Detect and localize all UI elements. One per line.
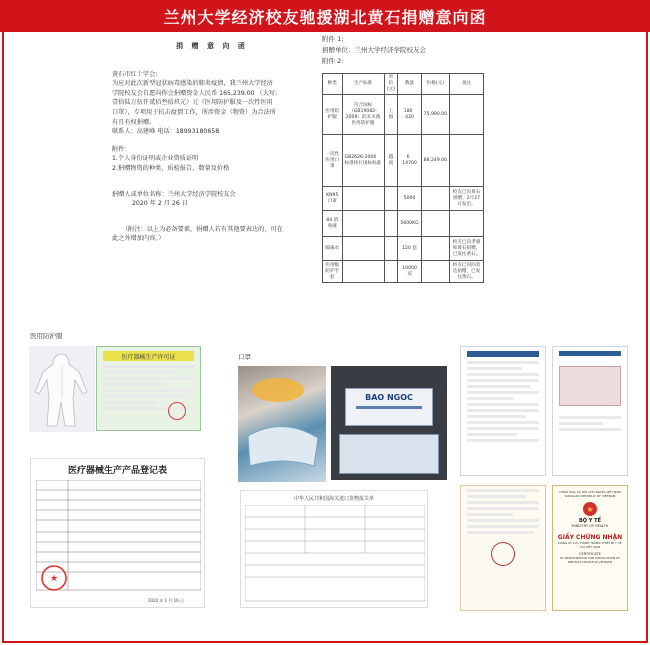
vn-cert-label: CERTIFICATE — [579, 552, 601, 556]
table-header: 种类 — [323, 74, 343, 95]
table-cell — [342, 237, 384, 261]
letter-body-line: 为应对此次新型冠状病毒感染的肺炎疫情，我兰州大学经济 — [112, 80, 273, 88]
letter-recipient: 黄石市红十字会: — [112, 70, 158, 78]
cell-qty: 14700 — [402, 160, 417, 166]
table-header: 生产标准 — [342, 74, 384, 95]
mask-box — [345, 388, 433, 426]
table-header: 数量 — [398, 74, 421, 95]
vn-cert-line: ĐĂNG KÝ LƯU HÀNH TRANG THIẾT BỊ Y TẾ TẠI VIỆT NAM — [558, 541, 622, 549]
annex-section — [322, 30, 582, 67]
license-banner — [103, 351, 194, 361]
customs-doc-grid — [245, 505, 425, 605]
device-registration-form — [30, 458, 205, 608]
table-cell — [398, 95, 421, 135]
vn-country: CỘNG HÒA XÃ HỘI CHỦ NGHĨA VIỆT NAM — [559, 490, 621, 494]
mask-box-brand: BAO NGOC — [365, 393, 413, 402]
table-cell: 医用级防护手套 — [323, 261, 343, 283]
vn-emblem-icon: ★ — [583, 502, 597, 516]
table-row — [323, 237, 484, 261]
table-cell: GB2626-2006 标准执行国标标准 — [342, 135, 384, 187]
suit-section-label: 医用防护服 — [30, 332, 63, 340]
cell-price: 180 — [403, 108, 413, 114]
vn-registration-certificate — [552, 485, 628, 611]
table-cell: 越南 — [384, 135, 398, 187]
donation-letter — [112, 42, 312, 244]
table-cell — [450, 95, 484, 135]
table-row — [323, 211, 484, 237]
letter-annex-item: 2.捐赠物资的种类、质检报告、数量及价格 — [112, 164, 230, 172]
vn-ministry: BỘ Y TẾ — [579, 518, 601, 524]
table-cell — [342, 187, 384, 211]
table-cell — [384, 211, 398, 237]
table-cell — [384, 187, 398, 211]
vn-stamp — [491, 542, 515, 566]
annex-2-label: 附件 2: — [322, 57, 344, 65]
table-cell: 校友已向孝感和黄石捐赠，已发往黄石。 — [450, 237, 484, 261]
table-cell — [384, 261, 398, 283]
table-cell — [342, 211, 384, 237]
mask-box-photo — [331, 366, 447, 480]
table-cell — [450, 135, 484, 187]
table-row — [323, 135, 484, 187]
table-cell — [421, 237, 449, 261]
protective-suit-image — [29, 346, 95, 432]
annex-donor-unit: 捐赠单位：兰州大学经济学院校友会 — [322, 46, 426, 54]
vn-cert-page-1 — [460, 346, 546, 476]
letter-donor: 捐赠人或单位名称：兰州大学经济学院校友会 — [112, 190, 236, 198]
table-cell: 隔离衣 — [323, 237, 343, 261]
vn-cert-title: GIẤY CHỨNG NHẬN — [557, 534, 623, 541]
page-header — [0, 0, 650, 32]
mask-photo-1 — [238, 366, 326, 482]
customs-doc-title: 中华人民共和国海关进口货物报关单 — [293, 496, 374, 502]
svg-text:★: ★ — [49, 574, 59, 584]
letter-body-line: 学院校友会自愿向你会捐赠资金人民币 165,239.00 （大写: — [112, 89, 278, 97]
license-stamp — [168, 402, 186, 420]
letter-body-line: 口罩），专项用于抗击疫情工作，所涉资金（物资）为合法所 — [112, 108, 276, 116]
page-title: 兰州大学经济校友驰援湖北黄石捐赠意向函 — [163, 7, 487, 27]
vn-cert-page-2 — [552, 346, 628, 476]
table-header: 备注 — [450, 74, 484, 95]
table-cell: 一次性医用口罩 — [323, 135, 343, 187]
cell-price: 6 — [406, 154, 410, 160]
table-cell: 校友已向四者达捐赠，已发往黄石。 — [450, 261, 484, 283]
letter-note: 此之外增加内容。） — [112, 235, 165, 243]
registration-form-grid — [36, 480, 201, 600]
production-license-cert — [96, 346, 201, 431]
donation-items-table — [322, 73, 484, 283]
table-cell — [421, 261, 449, 283]
annex-1-label: 附件 1: — [322, 35, 344, 43]
table-row — [323, 95, 484, 135]
letter-title: 捐 赠 意 向 函 — [176, 42, 248, 50]
table-row — [323, 261, 484, 283]
table-cell: 75,990.00 — [421, 95, 449, 135]
table-cell — [342, 261, 384, 283]
vn-ministry-en: MINISTRY OF HEALTH — [571, 524, 609, 528]
letter-annex-item: 1.个人身份证明或企业资质证明 — [112, 155, 199, 163]
letter-contact: 联系人：高建峰 电话：18993180658 — [112, 128, 220, 136]
letter-date: 2020 年 2 月 26 日 — [132, 200, 188, 208]
table-header-row — [323, 74, 484, 95]
letter-body-line: 有且有权捐赠。 — [112, 118, 156, 126]
table-cell: 88,249.00 — [421, 135, 449, 187]
table-header: 价格(元) — [421, 74, 449, 95]
table-cell — [421, 211, 449, 237]
table-cell: 5600KG — [398, 211, 421, 237]
table-cell — [398, 135, 421, 187]
registration-form-date: 2020 年 1 月 16 日 — [147, 598, 184, 603]
vn-cert-sub: OF REGISTRATION FOR CIRCULATION OF MEDICAL DEVICE IN VIETNAM — [559, 556, 621, 564]
table-cell: 84 消毒液 — [323, 211, 343, 237]
vn-country-en: SOCIALIST REPUBLIC OF VIETNAM — [564, 494, 616, 498]
registration-form-title: 医疗器械生产产品登记表 — [67, 466, 167, 476]
table-cell — [384, 237, 398, 261]
table-cell: 校友已向黄石捐赠，2月27日发出。 — [450, 187, 484, 211]
vn-cert-page-3 — [460, 485, 546, 611]
letter-note: （附注：以上为必备要素，捐赠人若有其他要表达的，可在 — [122, 225, 283, 233]
license-banner-text: 医疗器械生产许可证 — [121, 353, 176, 361]
table-header: 单价(元) — [384, 74, 398, 95]
table-cell: KN95 口罩 — [323, 187, 343, 211]
table-cell: 120 套 — [398, 237, 421, 261]
table-cell: 5000 — [398, 187, 421, 211]
table-cell: 上海 — [384, 95, 398, 135]
mask-section-label: 口罩 — [238, 353, 251, 361]
cell-qty: 420 — [405, 114, 414, 120]
customs-declaration-doc — [240, 490, 428, 608]
table-cell: 医用防护服 — [323, 95, 343, 135]
mask-box-2 — [339, 434, 439, 474]
table-cell: 10000 双 — [398, 261, 421, 283]
table-cell — [450, 211, 484, 237]
letter-body-line: 壹拾陆万伍仟贰佰叁拾玖元）元（医用防护服及一次性医用 — [112, 99, 273, 107]
letter-annex-title: 附件： — [112, 145, 131, 153]
table-cell — [421, 187, 449, 211]
table-cell: 符合国标（GB19082-2009）的未灭菌医用防护服 — [342, 95, 384, 135]
table-row — [323, 187, 484, 211]
